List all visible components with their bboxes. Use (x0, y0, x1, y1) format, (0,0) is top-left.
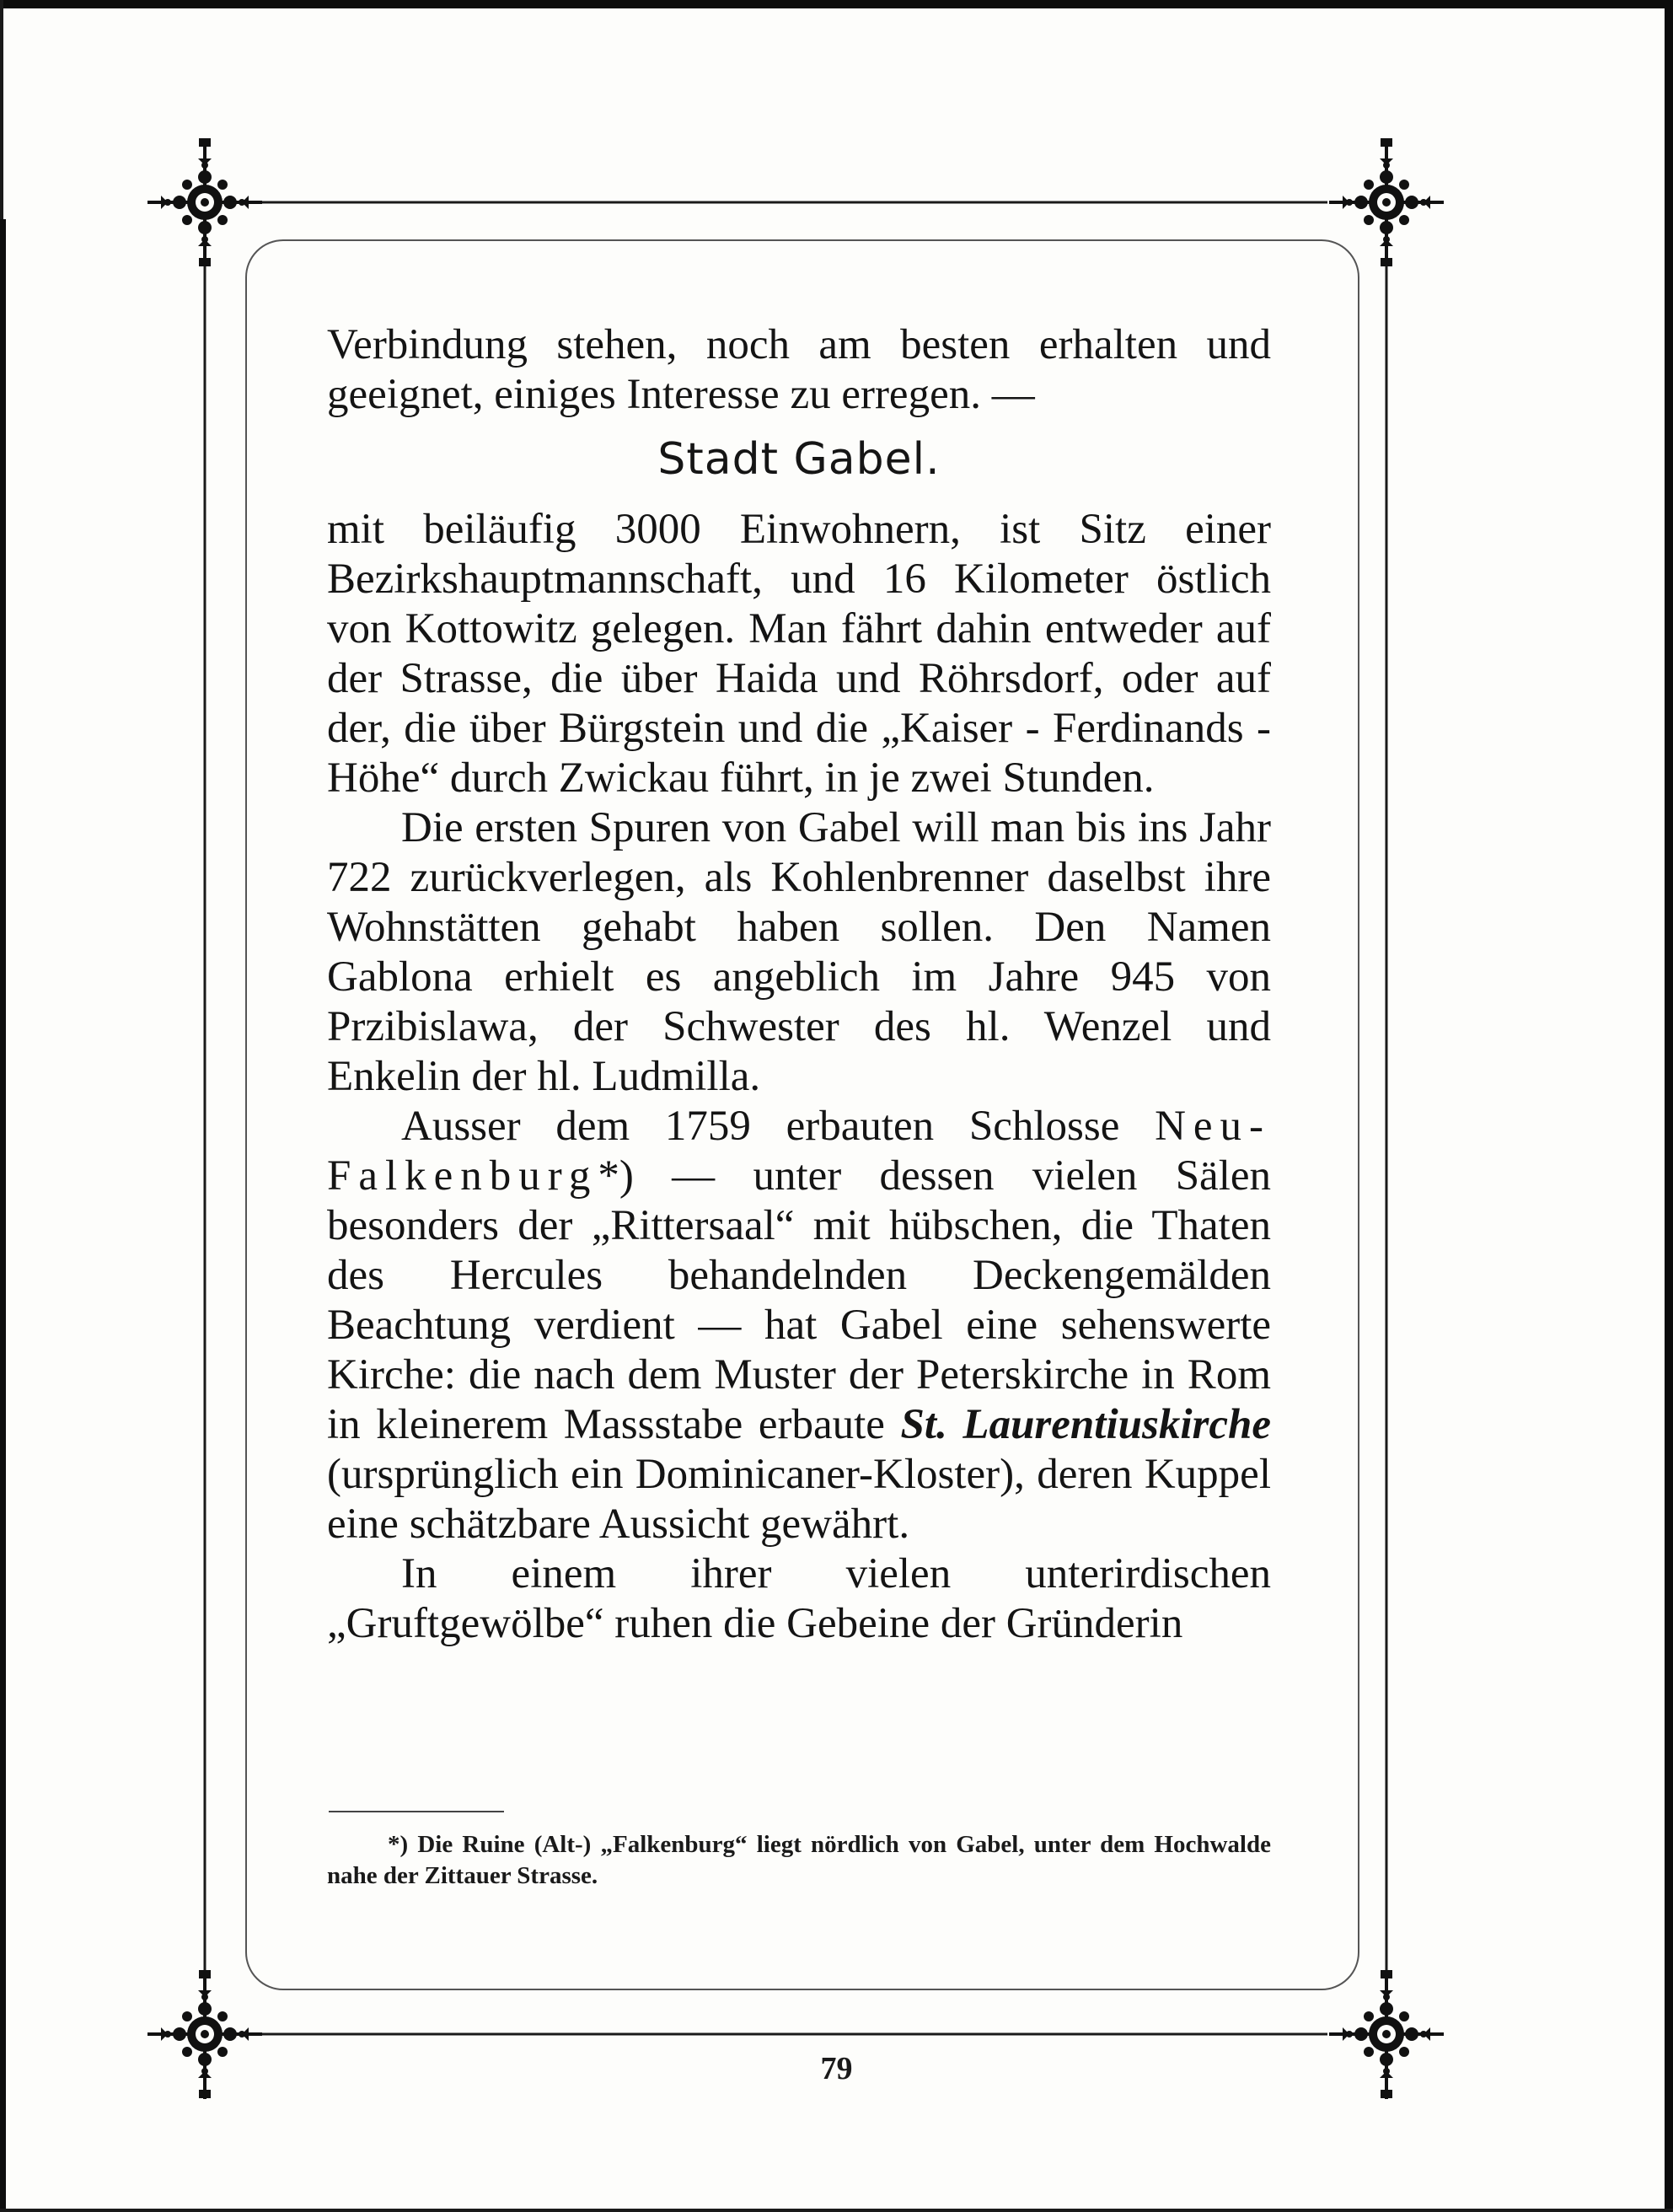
footnote-text: *) Die Ruine (Alt-) „Falkenburg“ liegt nördlich von Gabel, unter dem Hochwalde nahe der Zittauer Strasse. (327, 1831, 1271, 1889)
paragraph-intro: mit beiläufig 3000 Einwohnern, ist Sitz einer Bezirkshauptmannschaft, und 16 Kilometer östlich von Kottowitz gelegen. Man fährt dahin entweder auf der Strasse, die über Haida und Röhrsdorf, oder auf der, die über Bürgstein und die „Kaiser - Ferdinands - Höhe“ durch Zwickau führt, in je zwei Stunden. (327, 506, 1271, 802)
castle-name-spaced: Neu-Falkenburg (327, 1103, 1272, 1200)
paragraph-castle-church (327, 1102, 1271, 1549)
footnote (327, 1829, 1271, 1892)
paragraph-crypt: In einem ihrer vielen unterirdischen „Gruftgewölbe“ ruhen die Gebeine der Gründerin (327, 1550, 1271, 1647)
section-heading: Stadt Gabel. (657, 434, 941, 485)
paragraph-history: Die ersten Spuren von Gabel will man bis ins Jahr 722 zurückverlegen, als Kohlenbrenner daselbst ihre Wohnstätten gehabt haben sollen. Den Namen Gablona erhielt es angeblich im Jahre 945 von Przibislawa, der Schwester des hl. Wenzel und Enkelin der hl. Ludmilla. (327, 804, 1271, 1100)
footnote-divider (329, 1811, 504, 1812)
page-number: 79 (820, 2051, 853, 2086)
para3-end: (ursprünglich ein Dominicaner-Kloster), deren Kuppel eine schätzbare Aussicht gewährt. (327, 1451, 1271, 1548)
continuation-paragraph: Verbindung stehen, noch am besten erhalten und geeignet, einiges Interesse zu erregen. — (327, 321, 1271, 418)
para3-start: Ausser dem 1759 erbauten Schlosse (401, 1103, 1120, 1150)
page-text (327, 320, 1271, 1649)
para3-middle: *) — unter dessen vielen Sälen besonders der „Rittersaal“ mit hübschen, die Thaten des Hercules behandelnden Deckengemälden Beachtung verdient — hat Gabel eine sehenswerte Kirche: die nach dem Muster der Peterskirche in Rom in kleinerem Massstabe erbaute (327, 1152, 1271, 1448)
church-name-italic: St. Laurentiuskirche (900, 1401, 1271, 1448)
